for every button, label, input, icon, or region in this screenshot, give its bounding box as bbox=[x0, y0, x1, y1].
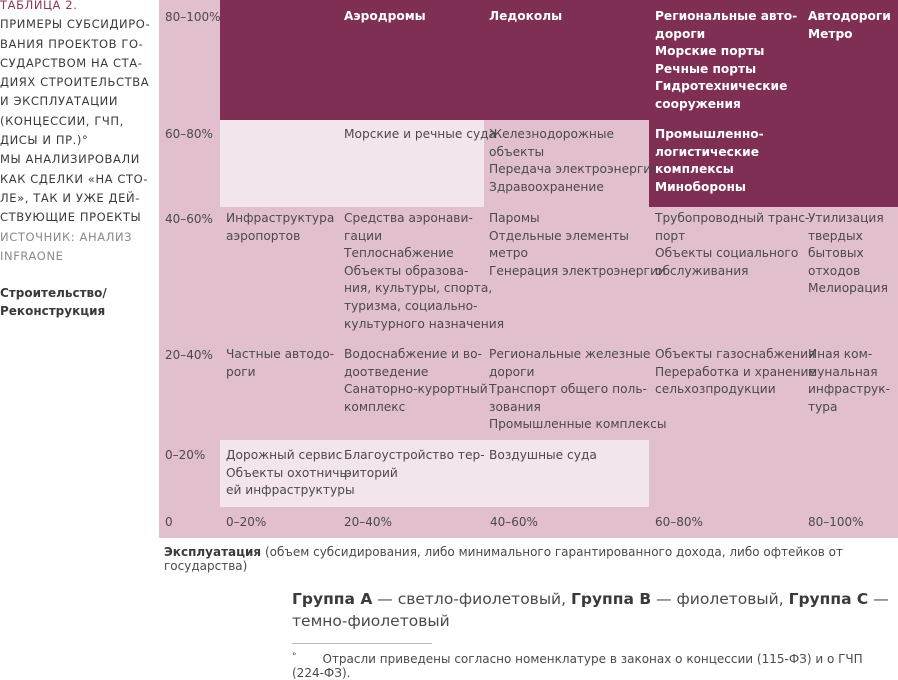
cell-r3c2: Средства аэронави- гации Теплоснабжение Объекты образова- ния, культуры, спорта, туризма, социально- культурного назначения bbox=[344, 211, 505, 331]
x-label-20-40: 20–40% bbox=[344, 515, 392, 529]
cell-r3c4: Трубопроводный транс- порт Объекты социального обслуживания bbox=[655, 211, 810, 278]
cell-r3c5: Утилизация твердых бытовых отходов Мелиорация bbox=[808, 211, 888, 296]
cell-r4c3: Региональные железные дороги Транспорт общего поль- зования Промышленные комплексы bbox=[489, 347, 667, 432]
footnote-mark: ° bbox=[292, 652, 297, 662]
y-label-40-60: 40–60% bbox=[165, 212, 213, 226]
y-label-20-40: 20–40% bbox=[165, 348, 213, 362]
cell-r3c1: Инфраструктура аэропортов bbox=[226, 211, 335, 243]
legend-group-b: Группа В bbox=[570, 590, 652, 608]
x-label-80-100: 80–100% bbox=[808, 515, 864, 529]
y-label-80-100: 80–100% bbox=[165, 10, 221, 24]
table-description: ПРИМЕРЫ СУБСИДИРО- ВАНИЯ ПРОЕКТОВ ГО- СУДАРСТВОМ НА СТА- ДИЯХ СТРОИТЕЛЬСТВА И ЭКСПЛУАТАЦИИ (КОНЦЕССИИ, ГЧП, ДИСЫ И ПР.)° МЫ АНАЛИЗИРОВАЛИ КАК СДЕЛКИ «НА СТО- ЛЕ», ТАК И УЖЕ ДЕЙ- СТВУЮЩИЕ ПРОЕКТЫ bbox=[0, 17, 151, 225]
x-axis-title: Эксплуатация bbox=[164, 545, 262, 559]
y-label-0-20: 0–20% bbox=[165, 448, 206, 462]
cell-r1c5: Автодороги Метро bbox=[808, 9, 891, 41]
table-source: ИСТОЧНИК: АНАЛИЗ INFRAONE bbox=[0, 229, 133, 263]
table-number: ТАБЛИЦА 2. bbox=[0, 0, 78, 12]
footnote bbox=[292, 652, 898, 680]
y-axis-title: Строительство/ Реконструкция bbox=[0, 286, 107, 319]
cell-r4c5: Иная ком- мунальная инфраструк- тура bbox=[808, 347, 891, 414]
cell-r5c3: Воздушные суда bbox=[489, 448, 597, 462]
legend-group-a: Группа А bbox=[292, 590, 373, 608]
legend-group-c: Группа С bbox=[788, 590, 869, 608]
y-label-60-80: 60–80% bbox=[165, 127, 213, 141]
cell-r4c2: Водоснабжение и во- доотведение Санаторно-курортный комплекс bbox=[344, 347, 488, 414]
table-caption bbox=[0, 0, 152, 320]
x-axis-note: (объем субсидирования, либо минимального гарантированного дохода, либо офтейков от государства) bbox=[164, 545, 843, 573]
legend: Группа А — светло-фиолетовый, Группа В — фиолетовый, Группа С — темно-фиолетовый bbox=[292, 590, 889, 630]
cell-r2c4: Промышленно- логистические комплексы Минобороны bbox=[655, 127, 764, 194]
x-axis-caption bbox=[164, 545, 898, 573]
x-label-0-20: 0–20% bbox=[226, 515, 267, 529]
y-label-zero: 0 bbox=[165, 515, 173, 529]
cell-r1c4: Региональные авто- дороги Морские порты Речные порты Гидротехнические сооружения bbox=[655, 9, 798, 111]
cell-r4c4: Объекты газоснабжения Переработка и хранение сельхозпродукции bbox=[655, 347, 816, 397]
cell-r2c3: Железнодорожные объекты Передача электроэнергии Здравоохранение bbox=[489, 127, 660, 194]
cell-r1c3: Ледоколы bbox=[489, 9, 563, 23]
x-label-40-60: 40–60% bbox=[490, 515, 538, 529]
x-label-60-80: 60–80% bbox=[655, 515, 703, 529]
cell-r5c2: Благоустройство тер- риторий bbox=[344, 448, 485, 480]
footnote-text: Отрасли приведены согласно номенклатуре в законах о концессии (115-ФЗ) и о ГЧП (224-ФЗ). bbox=[292, 652, 863, 680]
footnote-divider bbox=[292, 643, 432, 644]
cell-r3c3: Паромы Отдельные элементы метро Генерация электроэнергии bbox=[489, 211, 666, 278]
cell-r5c1: Дорожный сервис Объекты охотничь- ей инфраструктуры bbox=[226, 448, 355, 498]
cell-r2c2: Морские и речные суда bbox=[344, 127, 497, 141]
cell-r1c2: Аэродромы bbox=[344, 9, 426, 23]
cell-r4c1: Частные автодо- роги bbox=[226, 347, 335, 379]
